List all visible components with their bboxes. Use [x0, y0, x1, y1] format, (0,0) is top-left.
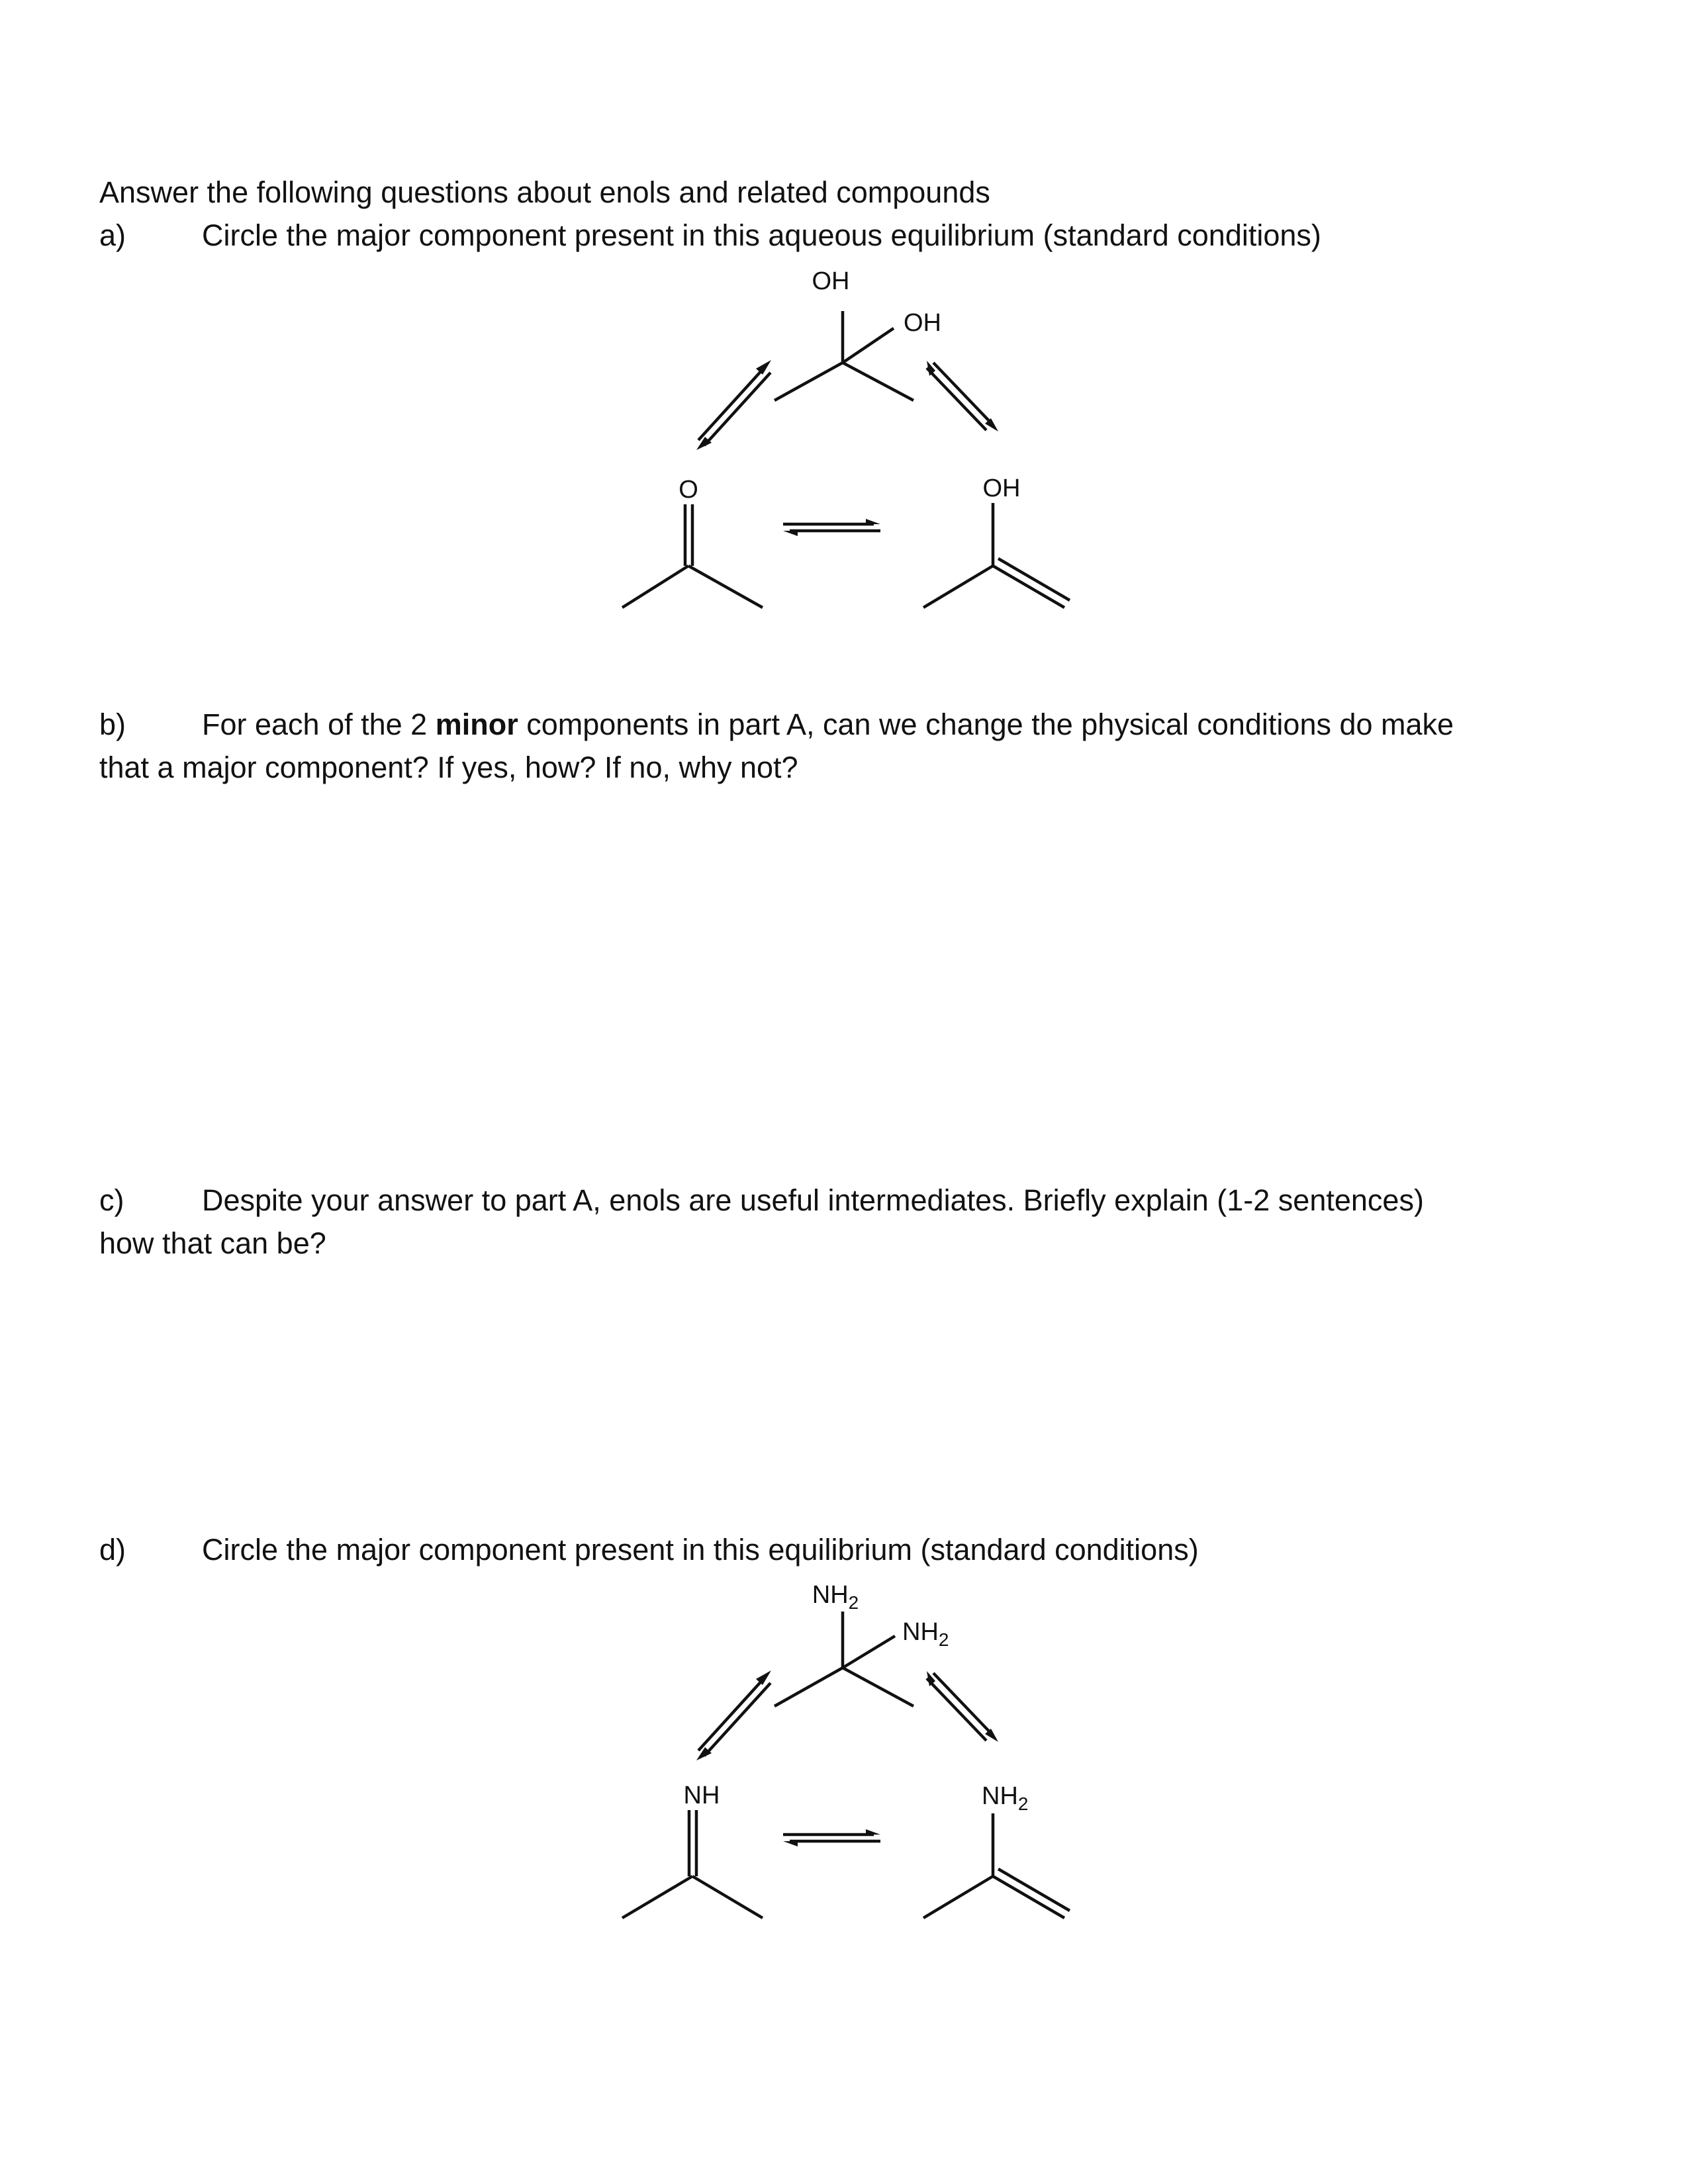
- diamine-nh2-top: $NH_2$: [812, 1581, 859, 1613]
- equilibrium-arrow-left-d: [696, 1670, 771, 1760]
- question-d: [99, 1531, 1199, 1569]
- enol-structure: [923, 475, 1070, 608]
- equilibrium-arrow-right: [927, 361, 998, 432]
- question-b-line2: that a major component? If yes, how? If no, why not?: [99, 751, 798, 784]
- equilibrium-arrow-horizontal: [783, 519, 880, 536]
- equilibrium-scheme-d: [0, 1569, 1688, 1939]
- hydrate-oh-top: OH: [812, 267, 850, 295]
- question-a-text: Circle the major component present in this aqueous equilibrium (standard conditions): [202, 218, 1321, 252]
- enamine-structure: [923, 1782, 1070, 1918]
- hydrate-oh-right: OH: [904, 309, 941, 337]
- imine-structure: [622, 1782, 763, 1918]
- ketone-oxygen: O: [679, 476, 698, 504]
- question-c-text: Despite your answer to part A, enols are useful intermediates. Briefly explain (1-2 sentences): [202, 1183, 1424, 1217]
- ketone-structure: [622, 476, 763, 608]
- equilibrium-arrow-horizontal-d: [783, 1829, 880, 1846]
- question-a-label: a): [99, 218, 126, 252]
- equilibrium-arrow-right-d: [927, 1671, 998, 1742]
- diamine-nh2-right: $NH_2$: [902, 1618, 949, 1650]
- question-c-label: c): [99, 1183, 124, 1217]
- equilibrium-arrow-left: [696, 360, 771, 450]
- minor-emphasis: minor: [435, 707, 518, 741]
- question-c-line2: how that can be?: [99, 1226, 326, 1260]
- equilibrium-scheme-a: [0, 251, 1688, 635]
- question-c: [99, 1182, 1424, 1219]
- enol-oh: OH: [982, 475, 1021, 502]
- question-b: b) For each of the 2 minor components in part A, can we change the physical conditions do make: [99, 706, 1454, 743]
- enamine-nh2: $NH_2$: [982, 1782, 1029, 1814]
- hydrate-structure: [774, 267, 941, 400]
- imine-nh: NH: [683, 1782, 720, 1809]
- intro-text: Answer the following questions about enols and related compounds: [99, 175, 990, 209]
- question-d-text: Circle the major component present in this equilibrium (standard conditions): [202, 1533, 1199, 1567]
- question-a: [99, 217, 1321, 254]
- diamine-structure: [774, 1581, 949, 1706]
- question-b-label: b): [99, 707, 126, 741]
- question-d-label: d): [99, 1533, 126, 1567]
